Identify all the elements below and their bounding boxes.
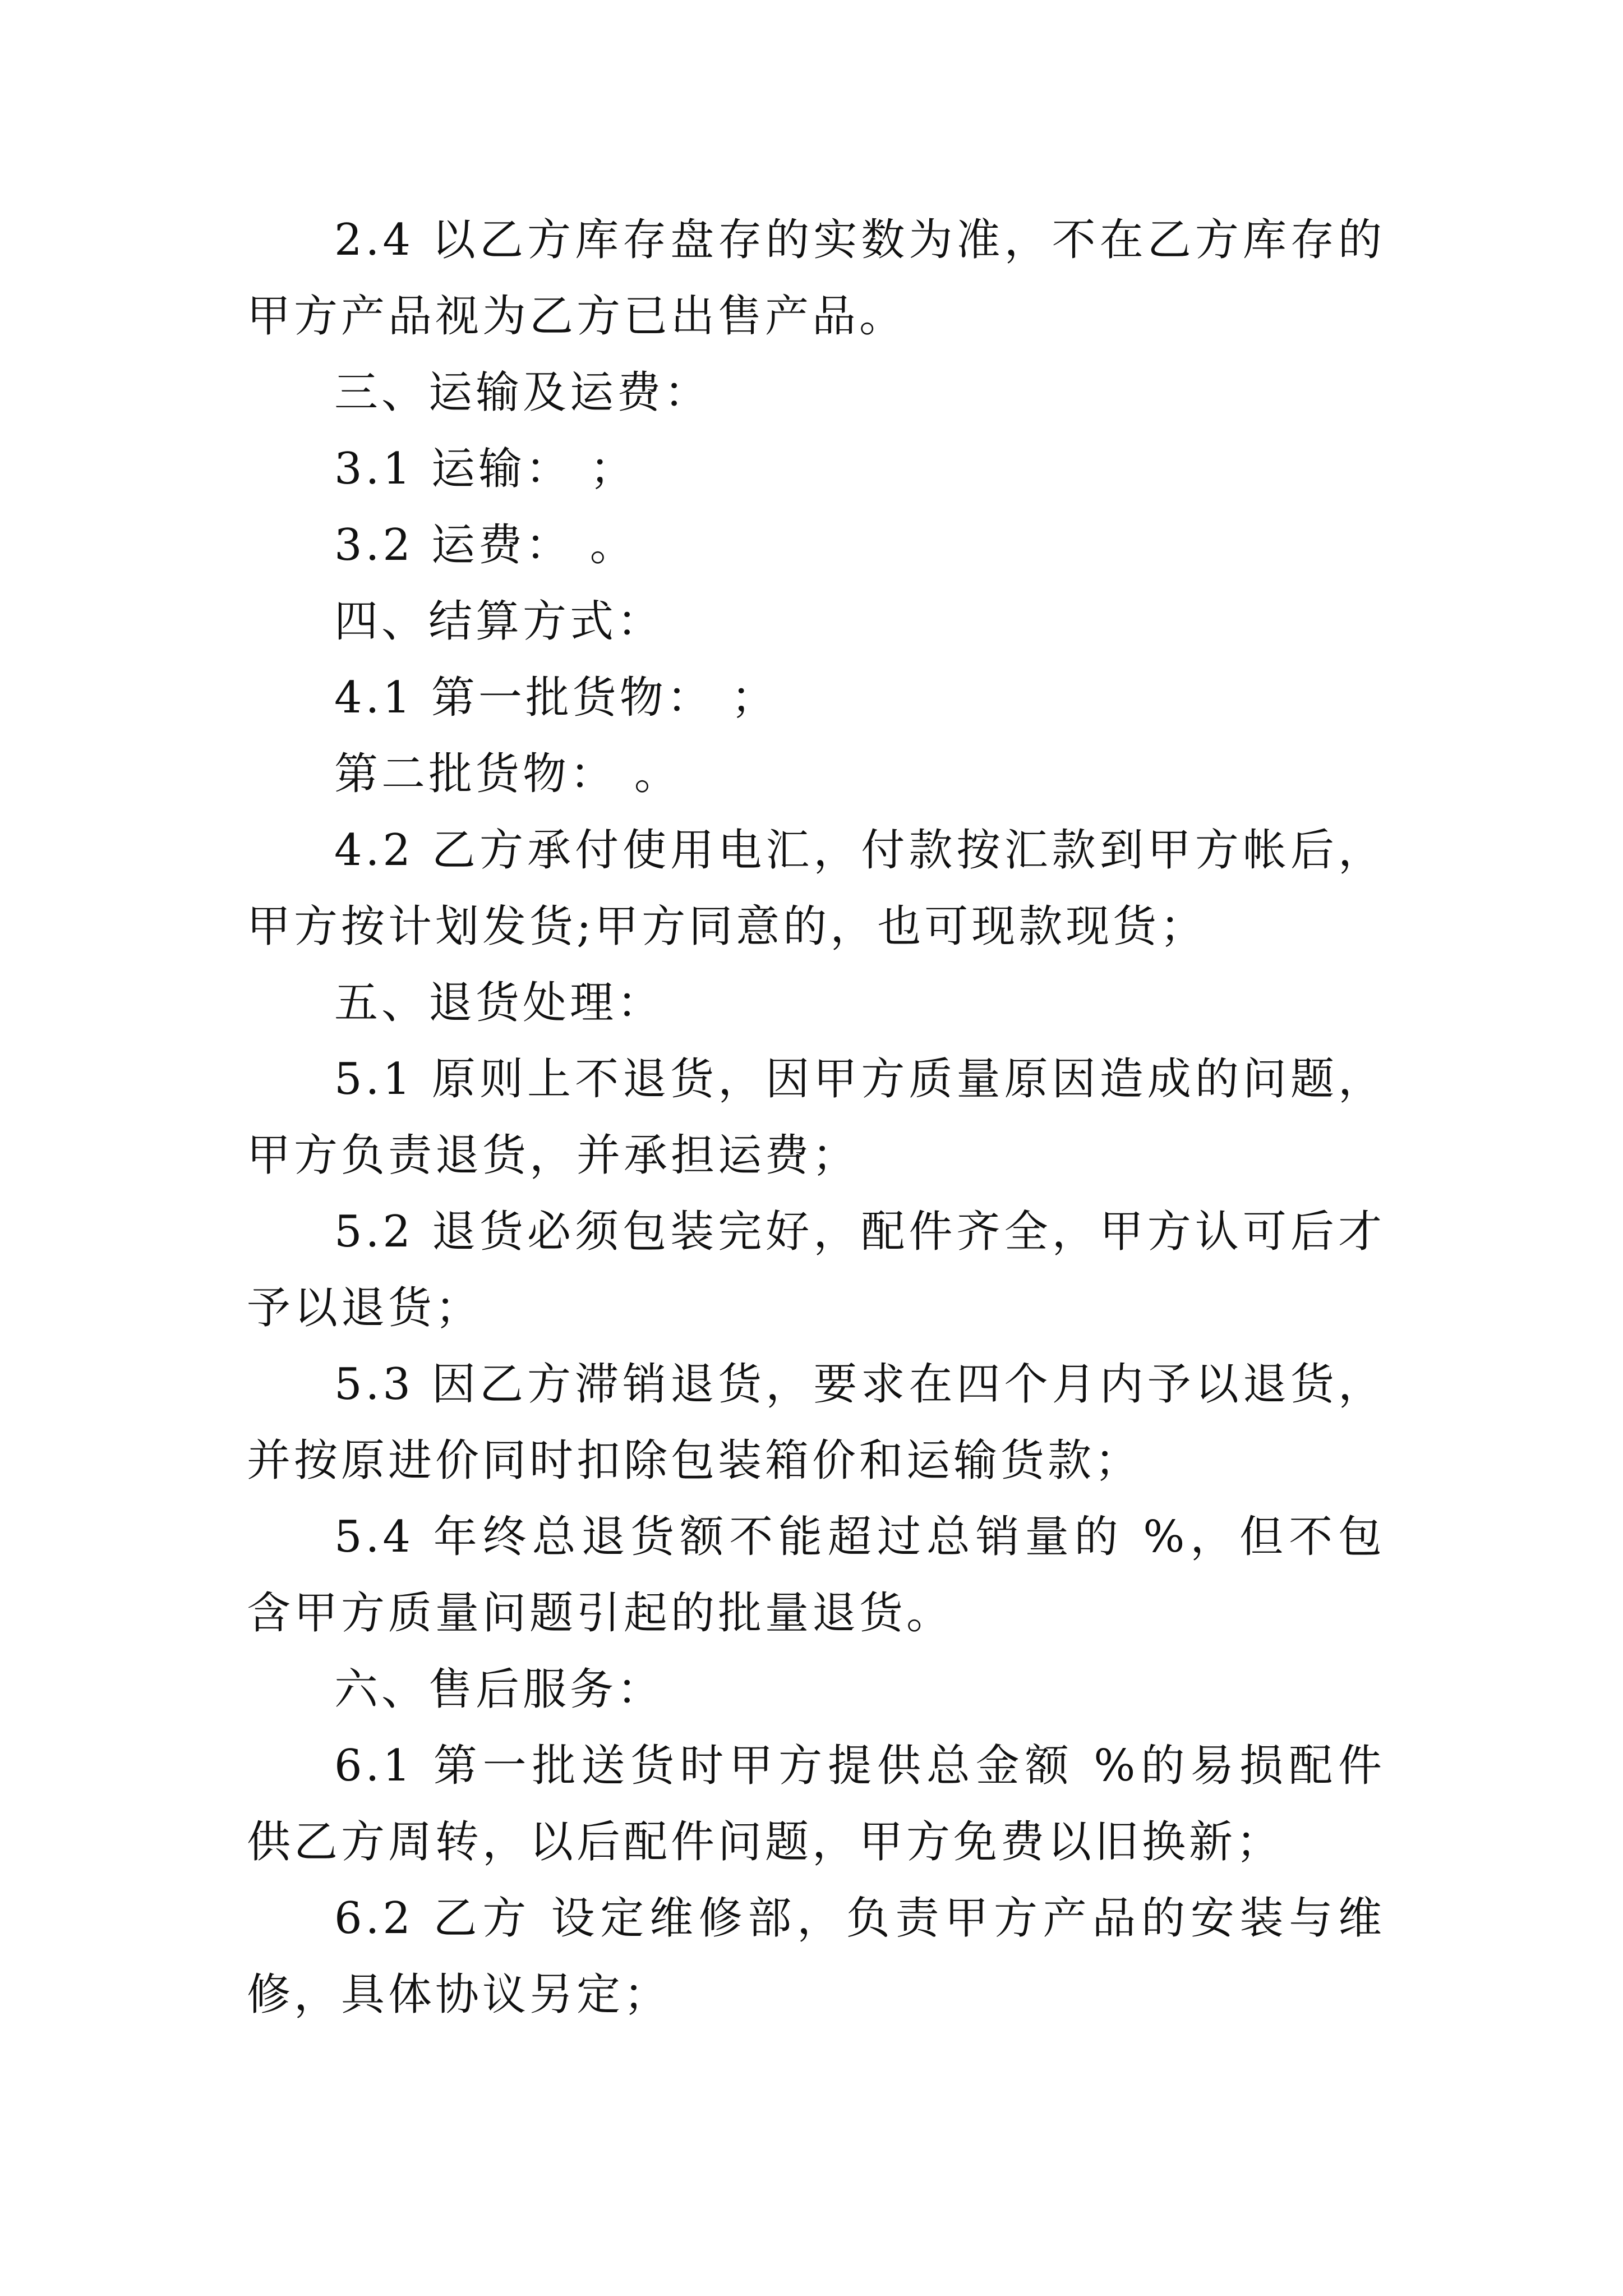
paragraph-5-4: 5.4 年终总退货额不能超过总销量的 %，但不包含甲方质量问题引起的批量退货。 bbox=[247, 1512, 1385, 1639]
paragraph-4-1: 4.1 第一批货物： ； bbox=[334, 673, 778, 723]
paragraph-5-1: 5.1 原则上不退货，因甲方质量原因造成的问题，甲方负责退货，并承担运费； bbox=[247, 1054, 1385, 1181]
section-heading-returns: 五、退货处理： bbox=[334, 978, 665, 1028]
paragraph-3-2: 3.2 运费： 。 bbox=[334, 520, 637, 570]
paragraph-second-batch: 第二批货物： 。 bbox=[334, 749, 681, 799]
paragraph-6-1: 6.1 第一批送货时甲方提供总金额 %的易损配件供乙方周转，以后配件问题，甲方免费以旧换新； bbox=[247, 1741, 1385, 1867]
section-heading-transport: 三、运输及运费： bbox=[334, 367, 712, 418]
paragraph-4-2: 4.2 乙方承付使用电汇，付款按汇款到甲方帐后，甲方按计划发货;甲方同意的，也可现款现货； bbox=[247, 825, 1385, 952]
paragraph-2-4: 2.4 以乙方库存盘存的实数为准，不在乙方库存的甲方产品视为乙方已出售产品。 bbox=[247, 215, 1385, 342]
section-heading-settlement: 四、结算方式： bbox=[334, 596, 665, 647]
section-heading-after-sales: 六、售后服务： bbox=[334, 1664, 665, 1715]
paragraph-5-2: 5.2 退货必须包装完好，配件齐全，甲方认可后才予以退货； bbox=[247, 1207, 1385, 1333]
paragraph-6-2: 6.2 乙方 设定维修部，负责甲方产品的安装与维修，具体协议另定； bbox=[247, 1893, 1385, 2020]
paragraph-5-3: 5.3 因乙方滞销退货，要求在四个月内予以退货，并按原进价同时扣除包装箱价和运输货款； bbox=[247, 1359, 1385, 1486]
document-body bbox=[247, 202, 1385, 2033]
paragraph-3-1: 3.1 运输： ； bbox=[334, 444, 637, 494]
